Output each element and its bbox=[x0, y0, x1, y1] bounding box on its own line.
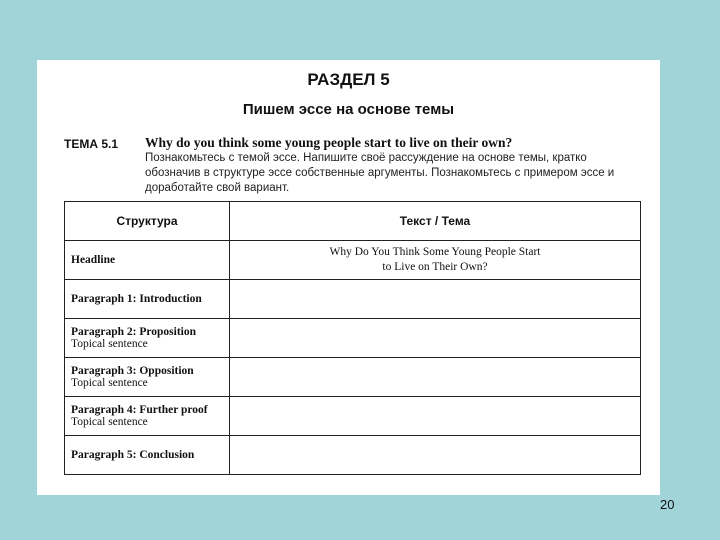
row-structure-cell bbox=[65, 358, 230, 397]
row-label: Paragraph 3: Opposition bbox=[71, 365, 194, 377]
header-structure: Структура bbox=[65, 202, 230, 241]
row-sublabel: Topical sentence bbox=[71, 377, 148, 389]
table-header-row bbox=[65, 202, 641, 241]
table-row bbox=[65, 241, 641, 280]
row-text-cell[interactable] bbox=[230, 436, 641, 475]
row-text-cell[interactable] bbox=[230, 397, 641, 436]
row-sublabel: Topical sentence bbox=[71, 338, 148, 350]
row-label: Paragraph 4: Further proof bbox=[71, 404, 208, 416]
row-structure-cell bbox=[65, 436, 230, 475]
row-structure-cell bbox=[65, 319, 230, 358]
row-structure-cell bbox=[65, 280, 230, 319]
topic-instructions: Познакомьтесь с темой эссе. Напишите своё рассуждение на основе темы, кратко обозначив в структуре эссе собственные аргументы. Познакомьтесь с примером эссе и доработайте свой вариант. bbox=[145, 152, 615, 194]
row-sublabel: Topical sentence bbox=[71, 416, 148, 428]
table-row bbox=[65, 397, 641, 436]
row-label: Paragraph 5: Conclusion bbox=[71, 449, 195, 461]
table-row bbox=[65, 319, 641, 358]
row-structure-cell bbox=[65, 241, 230, 280]
row-label: Headline bbox=[71, 254, 116, 266]
essay-structure-table bbox=[64, 201, 641, 475]
topic-question: Why do you think some young people start to live on their own? bbox=[145, 135, 513, 150]
row-text-line: to Live on Their Own? bbox=[382, 261, 488, 273]
row-label: Paragraph 1: Introduction bbox=[71, 293, 202, 305]
row-structure-cell bbox=[65, 397, 230, 436]
document-page bbox=[37, 60, 660, 495]
section-title: РАЗДЕЛ 5 bbox=[307, 70, 390, 89]
table-row bbox=[65, 280, 641, 319]
table-row bbox=[65, 436, 641, 475]
row-text-cell[interactable] bbox=[230, 280, 641, 319]
row-text-cell[interactable] bbox=[230, 319, 641, 358]
row-label: Paragraph 2: Proposition bbox=[71, 326, 197, 338]
section-subtitle: Пишем эссе на основе темы bbox=[242, 101, 455, 118]
header-text-topic: Текст / Тема bbox=[230, 202, 641, 241]
table-row bbox=[65, 358, 641, 397]
row-text-cell[interactable] bbox=[230, 358, 641, 397]
row-text-line: Why Do You Think Some Young People Start bbox=[329, 246, 541, 258]
page-number: 20 bbox=[660, 497, 675, 512]
row-text-cell[interactable] bbox=[230, 241, 641, 280]
topic-code: ТЕМА 5.1 bbox=[64, 137, 119, 151]
